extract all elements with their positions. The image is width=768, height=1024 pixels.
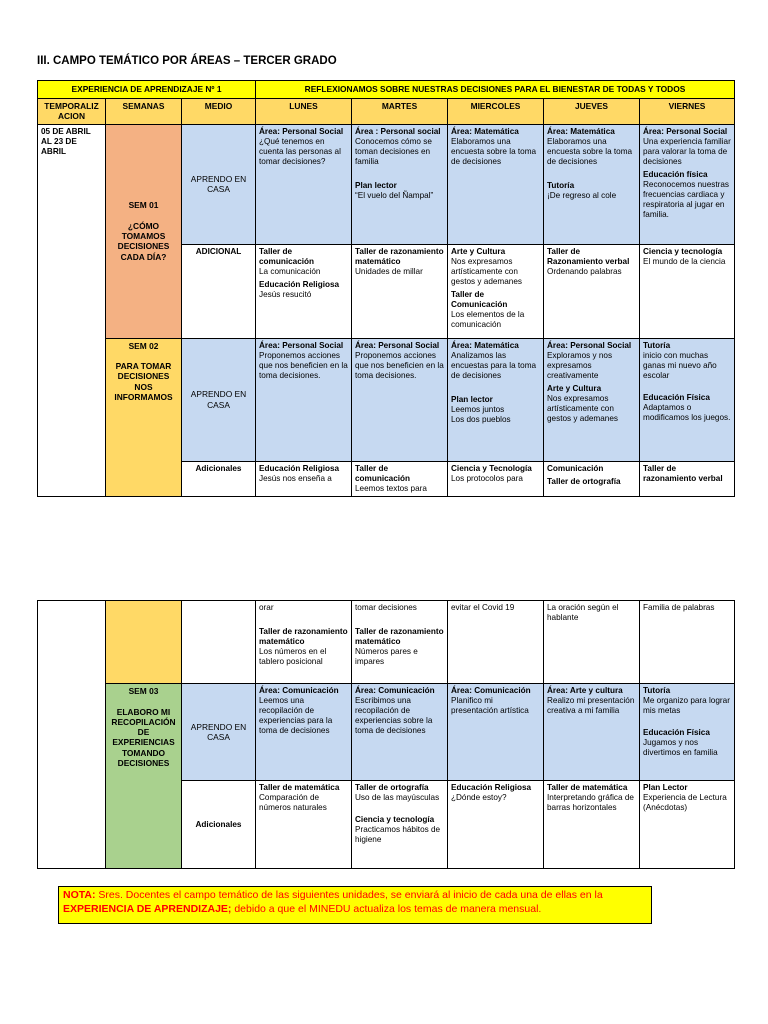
- medio-aprendo-en-casa: APRENDO EN CASA: [182, 684, 256, 781]
- topic-text: El mundo de la ciencia: [643, 256, 726, 266]
- sem02-jueves-cell: [544, 338, 640, 461]
- topic-text: Uso de las mayúsculas: [355, 793, 440, 802]
- note-box: [58, 886, 652, 924]
- topic-text: Leemos textos para: [355, 483, 427, 493]
- sem02-cont-jueves-cell: [544, 601, 640, 684]
- sem01-add-lunes-cell: [256, 244, 352, 338]
- topic-text: Elaboramos una encuesta sobre la toma de decisiones: [451, 136, 537, 166]
- area-label: Plan Lector: [643, 783, 688, 792]
- topic-text: Comparación de números naturales: [259, 793, 327, 812]
- sem-02-continued: [106, 601, 182, 684]
- sem03-add-martes-cell: [352, 781, 448, 869]
- sem02-cont-miercoles-cell: [448, 601, 544, 684]
- topic-text: Ordenando palabras: [547, 266, 622, 276]
- sem02-viernes-cell: [640, 338, 735, 461]
- medio-adicional: ADICIONAL: [182, 244, 256, 338]
- sem03-add-lunes-cell: [256, 781, 352, 869]
- topic-text: Practicamos hábitos de higiene: [355, 825, 441, 844]
- note-text-2: debido a que el MINEDU actualiza los temas de manera mensual.: [231, 902, 542, 915]
- sem03-martes-cell: [352, 684, 448, 781]
- topic-text: Jesús resucitó: [259, 289, 312, 299]
- area-label: Área: Comunicación: [451, 686, 531, 695]
- topic-text: Unidades de millar: [355, 266, 423, 276]
- topic-text: Escribimos una recopilación de experiencias sobre la toma de decisiones: [355, 696, 433, 735]
- sem03-add-jueves-cell: [544, 781, 640, 869]
- area-label: Taller de ortografía: [547, 476, 621, 486]
- topic-text: Jesús nos enseña a: [259, 473, 332, 483]
- area-label: Taller de razonamiento matemático: [355, 627, 444, 646]
- sem01-lunes-cell: [256, 124, 352, 244]
- sem03-jueves-cell: [544, 684, 640, 781]
- note-label: NOTA:: [63, 889, 96, 901]
- date-cell-continued: [38, 601, 106, 869]
- topic-text: Una experiencia familiar para valorar la toma de decisiones: [643, 136, 731, 166]
- topic-text: Nos expresamos artísticamente con gestos y ademanes: [547, 393, 619, 423]
- topic-text: Conocemos cómo se toman decisiones en familia: [355, 136, 432, 166]
- medio-adicionales: Adicionales: [182, 781, 256, 869]
- experiencia-header: EXPERIENCIA DE APRENDIZAJE Nº 1: [38, 81, 256, 99]
- area-label: Área: Personal Social: [355, 340, 440, 350]
- sem03-viernes-cell: [640, 684, 735, 781]
- topic-text: Experiencia de Lectura (Anécdotas): [643, 793, 727, 812]
- area-label: Tutoría: [643, 340, 671, 350]
- area-label: Taller de comunicación: [259, 246, 315, 266]
- topic-text: Reconocemos nuestras frecuencias cardiaca y respiratoria al jugar en familia.: [643, 179, 730, 219]
- area-label: Taller de razonamiento matemático: [259, 627, 348, 646]
- topic-text: Proponemos acciones que nos beneficien en la toma decisiones.: [259, 350, 348, 380]
- topic-text: Elaboramos una encuesta sobre la toma de decisiones: [547, 136, 633, 166]
- area-label: Área: Matemática: [451, 340, 519, 350]
- topic-text: inicio con muchas ganas mi nuevo año escolar: [643, 350, 717, 380]
- topic-text: La oración según el hablante: [547, 603, 619, 622]
- sem-02-cell: [106, 338, 182, 496]
- sem02-add-jueves-cell: [544, 461, 640, 496]
- sem-03-label: SEM 03: [128, 686, 159, 696]
- area-label: Educación Física: [643, 392, 710, 402]
- sem01-miercoles-cell: [448, 124, 544, 244]
- area-label: Área: Personal Social: [259, 340, 344, 350]
- area-label: Taller de razonamiento verbal: [643, 463, 723, 483]
- topic-text: Adaptamos o modificamos los juegos.: [643, 402, 731, 422]
- sem02-add-martes-cell: [352, 461, 448, 496]
- topic-text: evitar el Covid 19: [451, 603, 515, 612]
- topic-text: Me organizo para lograr mis metas: [643, 696, 730, 715]
- area-label: Educación Religiosa: [451, 783, 532, 792]
- topic-text: Los dos pueblos: [451, 414, 511, 424]
- area-label: Taller de comunicación: [355, 463, 411, 483]
- topic-text: ¿Qué tenemos en cuenta las personas al tomar decisiones?: [259, 136, 341, 166]
- area-label: Taller de razonamiento matemático: [355, 246, 444, 266]
- medio-header: MEDIO: [182, 99, 256, 125]
- medio-adicionales: Adicionales: [182, 461, 256, 496]
- topic-text: Familia de palabras: [643, 603, 715, 612]
- area-label: Ciencia y tecnología: [643, 246, 723, 256]
- sem-02-question: PARA TOMAR DECISIONES NOS INFORMAMOS: [114, 361, 173, 402]
- area-label: Educación Religiosa: [259, 463, 340, 473]
- schedule-table-part-2: [37, 600, 735, 869]
- area-label: Área: Comunicación: [259, 686, 339, 695]
- topic-text: Los números en el tablero posicional: [259, 647, 327, 666]
- semanas-header: SEMANAS: [106, 99, 182, 125]
- area-label: Educación Religiosa: [259, 279, 340, 289]
- area-label: Área: Matemática: [451, 126, 519, 136]
- sem02-martes-cell: [352, 338, 448, 461]
- topic-text: Proponemos acciones que nos beneficien en la toma decisiones.: [355, 350, 444, 380]
- sem-01-cell: [106, 124, 182, 338]
- sem01-martes-cell: [352, 124, 448, 244]
- medio-aprendo-en-casa: APRENDO EN CASA: [182, 338, 256, 461]
- area-label: Área: Comunicación: [355, 686, 435, 695]
- area-label: Taller de Comunicación: [451, 289, 508, 309]
- sem02-lunes-cell: [256, 338, 352, 461]
- note-text-1: Sres. Docentes el campo temático de las siguientes unidades, se enviará al inicio de cada una de ellas en la: [95, 889, 603, 901]
- area-label: Taller de matemática: [259, 783, 340, 792]
- area-label: Taller de Razonamiento verbal: [547, 246, 630, 266]
- area-label: Taller de matemática: [547, 783, 628, 792]
- reflexionamos-header: REFLEXIONAMOS SOBRE NUESTRAS DECISIONES PARA EL BIENESTAR DE TODAS Y TODOS: [256, 81, 735, 99]
- sem02-cont-lunes-cell: [256, 601, 352, 684]
- topic-text: Números pares e impares: [355, 647, 418, 666]
- area-label: Área: Matemática: [547, 126, 615, 136]
- temporalizacion-header: TEMPORALIZ ACION: [38, 99, 106, 125]
- note-experiencia: EXPERIENCIA DE APRENDIZAJE;: [63, 902, 232, 915]
- area-label: Plan lector: [451, 394, 493, 404]
- topic-text: La comunicación: [259, 266, 321, 276]
- sem02-add-miercoles-cell: [448, 461, 544, 496]
- topic-text: Realizo mi presentación creativa a mi familia: [547, 696, 635, 715]
- area-label: Educación Física: [643, 728, 710, 737]
- area-label: Ciencia y tecnología: [355, 815, 435, 824]
- topic-text: Jugamos y nos divertimos en familia: [643, 738, 718, 757]
- viernes-header: VIERNES: [640, 99, 735, 125]
- area-label: Educación física: [643, 169, 708, 179]
- area-label: Arte y Cultura: [547, 383, 602, 393]
- sem01-jueves-cell: [544, 124, 640, 244]
- topic-text: Los protocolos para: [451, 473, 523, 483]
- lunes-header: LUNES: [256, 99, 352, 125]
- topic-text: Leemos juntos: [451, 404, 505, 414]
- sem03-miercoles-cell: [448, 684, 544, 781]
- area-label: Área: Personal Social: [643, 126, 728, 136]
- area-label: Comunicación: [547, 463, 604, 473]
- topic-text: “El vuelo del Ñampal”: [355, 190, 434, 200]
- area-label: Ciencia y Tecnología: [451, 463, 532, 473]
- sem01-add-viernes-cell: [640, 244, 735, 338]
- area-label: Tutoría: [547, 180, 575, 190]
- sem03-lunes-cell: [256, 684, 352, 781]
- topic-text: orar: [259, 603, 274, 612]
- date-range: 05 DE ABRIL AL 23 DE ABRIL: [38, 124, 106, 496]
- sem01-add-miercoles-cell: [448, 244, 544, 338]
- sem01-add-martes-cell: [352, 244, 448, 338]
- miercoles-header: MIERCOLES: [448, 99, 544, 125]
- schedule-table-part-1: [37, 80, 735, 497]
- sem02-cont-martes-cell: [352, 601, 448, 684]
- sem03-add-miercoles-cell: [448, 781, 544, 869]
- topic-text: Interpretando gráfica de barras horizontales: [547, 793, 634, 812]
- area-label: Tutoría: [643, 686, 671, 695]
- area-label: Área: Personal Social: [259, 126, 344, 136]
- area-label: Área: Arte y cultura: [547, 686, 623, 695]
- topic-text: Analizamos las encuestas para la toma de decisiones: [451, 350, 537, 380]
- sem02-miercoles-cell: [448, 338, 544, 461]
- topic-text: Nos expresamos artísticamente con gestos y ademanes: [451, 256, 523, 286]
- sem-01-label: SEM 01: [128, 200, 159, 211]
- area-label: Área : Personal social: [355, 126, 441, 136]
- topic-text: ¡De regreso al cole: [547, 190, 617, 200]
- sem01-viernes-cell: [640, 124, 735, 244]
- area-label: Arte y Cultura: [451, 246, 506, 256]
- medio-continued: [182, 601, 256, 684]
- jueves-header: JUEVES: [544, 99, 640, 125]
- sem-03-question: ELABORO MI RECOPILACIÓN DE EXPERIENCIAS TOMANDO DECISIONES: [111, 706, 176, 768]
- area-label: Plan lector: [355, 180, 397, 190]
- sem02-cont-viernes-cell: [640, 601, 735, 684]
- page-title: III. CAMPO TEMÁTICO POR ÁREAS – TERCER GRADO: [37, 55, 337, 67]
- area-label: Área: Personal Social: [547, 340, 632, 350]
- topic-text: Leemos una recopilación de experiencias para la toma de decisiones: [259, 696, 333, 735]
- sem02-add-lunes-cell: [256, 461, 352, 496]
- sem-01-question: ¿CÓMO TOMAMOS DECISIONES CADA DÍA?: [117, 220, 170, 262]
- area-label: Taller de ortografía: [355, 783, 429, 792]
- topic-text: tomar decisiones: [355, 603, 417, 612]
- sem-02-label: SEM 02: [128, 340, 159, 351]
- topic-text: ¿Dónde estoy?: [451, 793, 507, 802]
- sem02-add-viernes-cell: [640, 461, 735, 496]
- martes-header: MARTES: [352, 99, 448, 125]
- sem01-add-jueves-cell: [544, 244, 640, 338]
- topic-text: Planifico mi presentación artística: [451, 696, 529, 715]
- sem03-add-viernes-cell: [640, 781, 735, 869]
- sem-03-cell: [106, 684, 182, 869]
- topic-text: Los elementos de la comunicación: [451, 309, 525, 329]
- medio-aprendo-en-casa: APRENDO EN CASA: [182, 124, 256, 244]
- topic-text: Exploramos y nos expresamos creativamente: [547, 350, 613, 380]
